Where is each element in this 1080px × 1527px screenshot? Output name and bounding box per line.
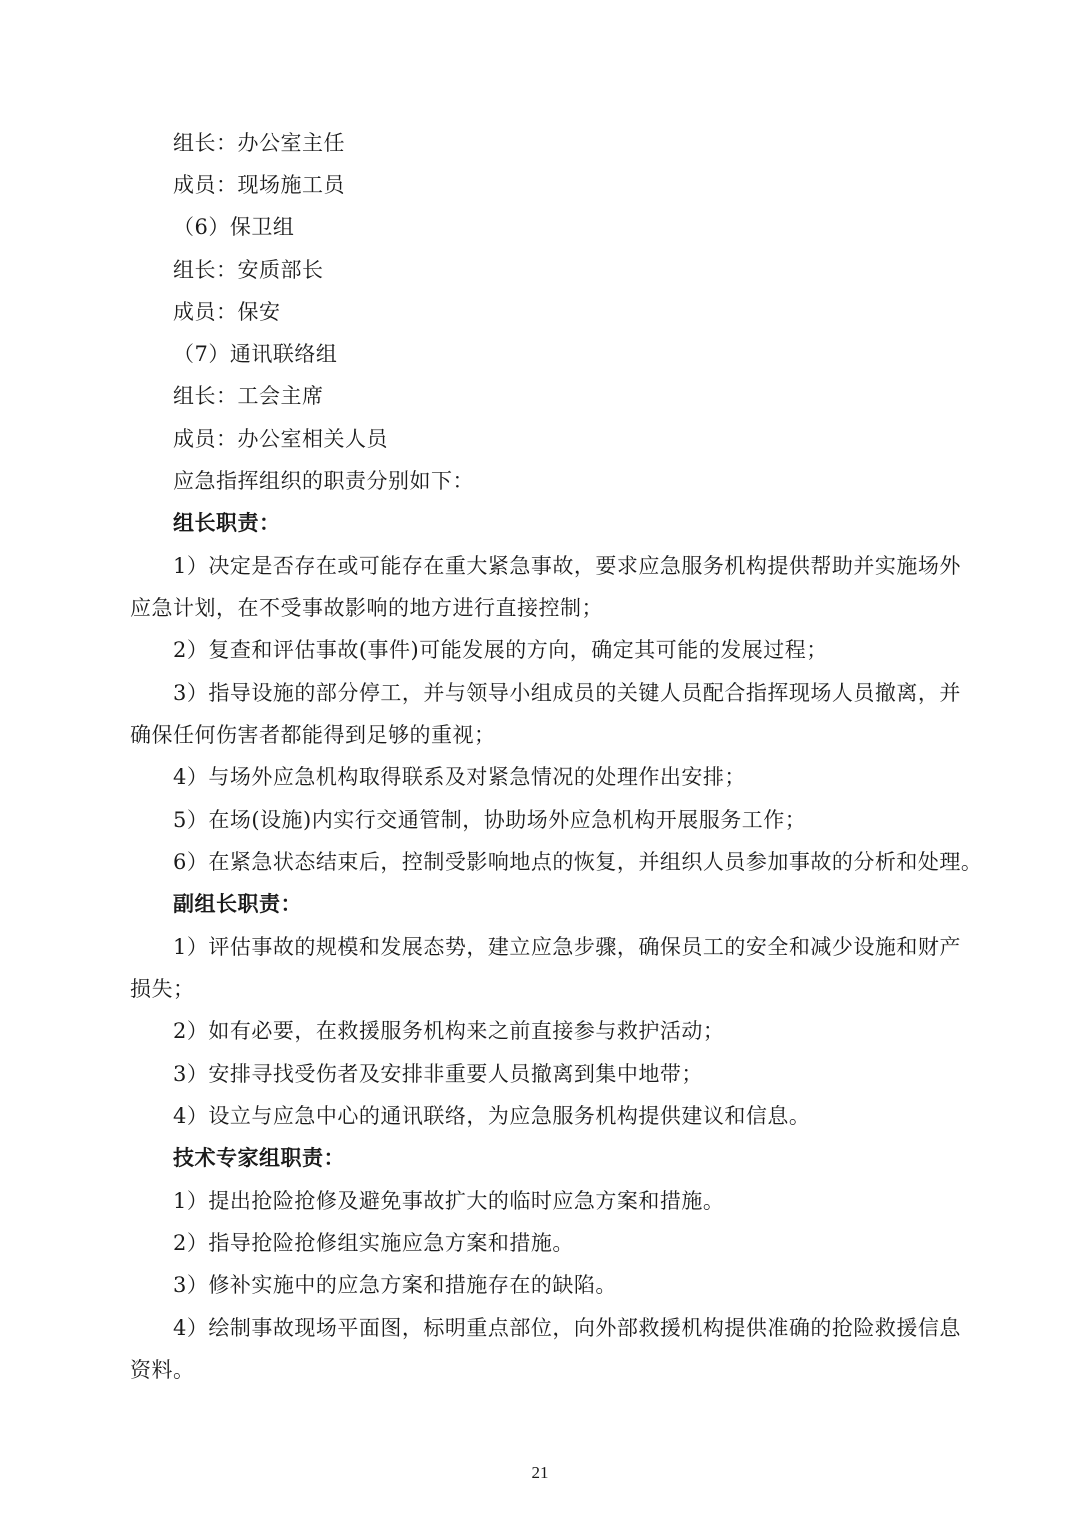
text-line: 资料。 xyxy=(130,1358,195,1382)
text-line: 1）提出抢险抢修及避免事故扩大的临时应急方案和措施。 xyxy=(173,1189,725,1213)
section-heading: （6）保卫组 xyxy=(173,215,295,239)
text-line: 损失； xyxy=(130,977,195,1001)
section-heading: 技术专家组职责： xyxy=(173,1145,345,1170)
text-line: 成员：办公室相关人员 xyxy=(173,427,388,451)
text-line: 应急计划，在不受事故影响的地方进行直接控制； xyxy=(130,596,603,620)
section-heading: （7）通讯联络组 xyxy=(173,342,338,366)
page-number: 21 xyxy=(531,1463,549,1482)
text-line: 1）决定是否存在或可能存在重大紧急事故，要求应急服务机构提供帮助并实施场外 xyxy=(173,554,961,578)
text-line: 4）设立与应急中心的通讯联络，为应急服务机构提供建议和信息。 xyxy=(173,1104,811,1128)
text-line: 3）指导设施的部分停工，并与领导小组成员的关键人员配合指挥现场人员撤离，并 xyxy=(173,681,961,705)
text-line: 2）指导抢险抢修组实施应急方案和措施。 xyxy=(173,1231,574,1255)
text-line: 5）在场(设施)内实行交通管制，协助场外应急机构开展服务工作； xyxy=(173,808,807,832)
text-line: 3）修补实施中的应急方案和措施存在的缺陷。 xyxy=(173,1273,617,1297)
section-heading: 副组长职责： xyxy=(173,891,302,916)
text-line: 组长：工会主席 xyxy=(173,384,324,408)
text-line: 组长：安质部长 xyxy=(173,258,324,282)
text-line: 2）如有必要，在救援服务机构来之前直接参与救护活动； xyxy=(173,1019,725,1043)
text-line: 4）与场外应急机构取得联系及对紧急情况的处理作出安排； xyxy=(173,765,746,789)
text-line: 确保任何伤害者都能得到足够的重视； xyxy=(130,723,496,747)
text-line: 应急指挥组织的职责分别如下： xyxy=(173,469,474,493)
text-line: 组长：办公室主任 xyxy=(173,131,345,155)
text-line: 4）绘制事故现场平面图，标明重点部位，向外部救援机构提供准确的抢险救援信息 xyxy=(173,1316,961,1340)
text-line: 成员：现场施工员 xyxy=(173,173,345,197)
text-line: 成员：保安 xyxy=(173,300,281,324)
text-line: 2）复查和评估事故(事件)可能发展的方向，确定其可能的发展过程； xyxy=(173,638,828,662)
text-line: 1）评估事故的规模和发展态势，建立应急步骤，确保员工的安全和减少设施和财产 xyxy=(173,935,961,959)
text-line: 3）安排寻找受伤者及安排非重要人员撤离到集中地带； xyxy=(173,1062,703,1086)
section-heading: 组长职责： xyxy=(173,510,281,535)
text-line: 6）在紧急状态结束后，控制受影响地点的恢复，并组织人员参加事故的分析和处理。 xyxy=(173,850,983,874)
